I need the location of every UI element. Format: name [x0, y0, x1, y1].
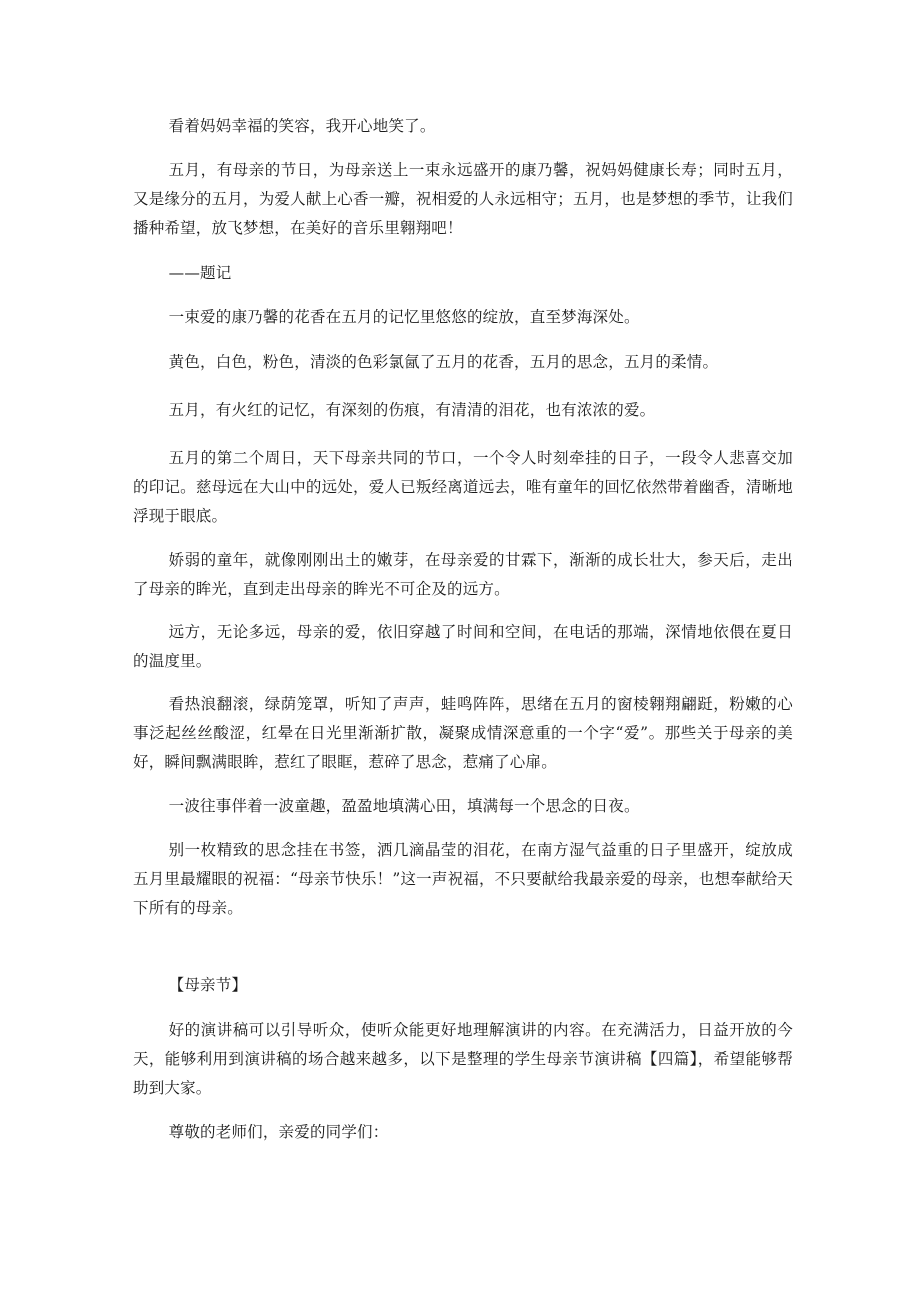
paragraph-1: 看着妈妈幸福的笑容，我开心地笑了。 [168, 117, 436, 135]
paragraph-9: 远方，无论多远，母亲的爱，依旧穿越了时间和空间，在电话的那端，深情地依偎在夏日的温度里。 [133, 623, 793, 670]
paragraph-7: 五月的第二个周日，天下母亲共同的节口，一个令人时刻牵挂的日子，一段令人悲喜交加的印记。慈母远在大山中的远处，爱人已叛经离道远去，唯有童年的回忆依然带着幽香，清晰地浮现于眼底。 [133, 449, 793, 525]
epigraph-attribution: ——题记 [168, 264, 232, 282]
paragraph-5: 黄色，白色，粉色，清淡的色彩氯氤了五月的花香，五月的思念，五月的柔情。 [168, 353, 719, 371]
paragraph-6: 五月，有火红的记忆，有深刻的伤痕，有清清的泪花，也有浓浓的爱。 [168, 401, 656, 419]
salutation: 尊敬的老师们，亲爱的同学们： [168, 1123, 389, 1141]
paragraph-2: 五月，有母亲的节日，为母亲送上一束永远盛开的康乃馨，祝妈妈健康长寿；同时五月，又是缘分的五月，为爱人献上心香一瓣，祝相爱的人永远相守；五月，也是梦想的季节，让我们播种希望，放飞梦想，在美好的音乐里翱翔吧！ [133, 161, 793, 237]
paragraph-10: 看热浪翻滚，绿荫笼罩，听知了声声，蛙鸣阵阵，思绪在五月的窗棱翱翔翩跹，粉嫩的心事泛起丝丝酸涩，红晕在日光里渐渐扩散，凝聚成情深意重的一个字“爱”。那些关于母亲的美好，瞬间飘满眼眸，惹红了眼眶，惹碎了思念，惹痛了心扉。 [133, 695, 793, 771]
paragraph-14: 好的演讲稿可以引导听众，使听众能更好地理解演讲的内容。在充满活力，日益开放的今天，能够利用到演讲稿的场合越来越多，以下是整理的学生母亲节演讲稿【四篇】，希望能够帮助到大家。 [133, 1021, 793, 1097]
paragraph-12: 别一枚精致的思念挂在书签，洒几滴晶莹的泪花，在南方湿气益重的日子里盛开，绽放成五月里最耀眼的祝福：“母亲节快乐！”这一声祝福，不只要献给我最亲爱的母亲，也想奉献给天下所有的母亲。 [133, 841, 793, 917]
paragraph-4: 一束爱的康乃馨的花香在五月的记忆里悠悠的绽放，直至梦海深处。 [168, 308, 640, 326]
paragraph-8: 娇弱的童年，就像刚刚出土的嫩芽，在母亲爱的甘霖下，渐渐的成长壮大，参天后，走出了母亲的眸光，直到走出母亲的眸光不可企及的远方。 [133, 551, 793, 598]
section-heading: 【母亲节】 [168, 976, 248, 994]
paragraph-11: 一波往事伴着一波童趣，盈盈地填满心田，填满每一个思念的日夜。 [168, 797, 640, 815]
